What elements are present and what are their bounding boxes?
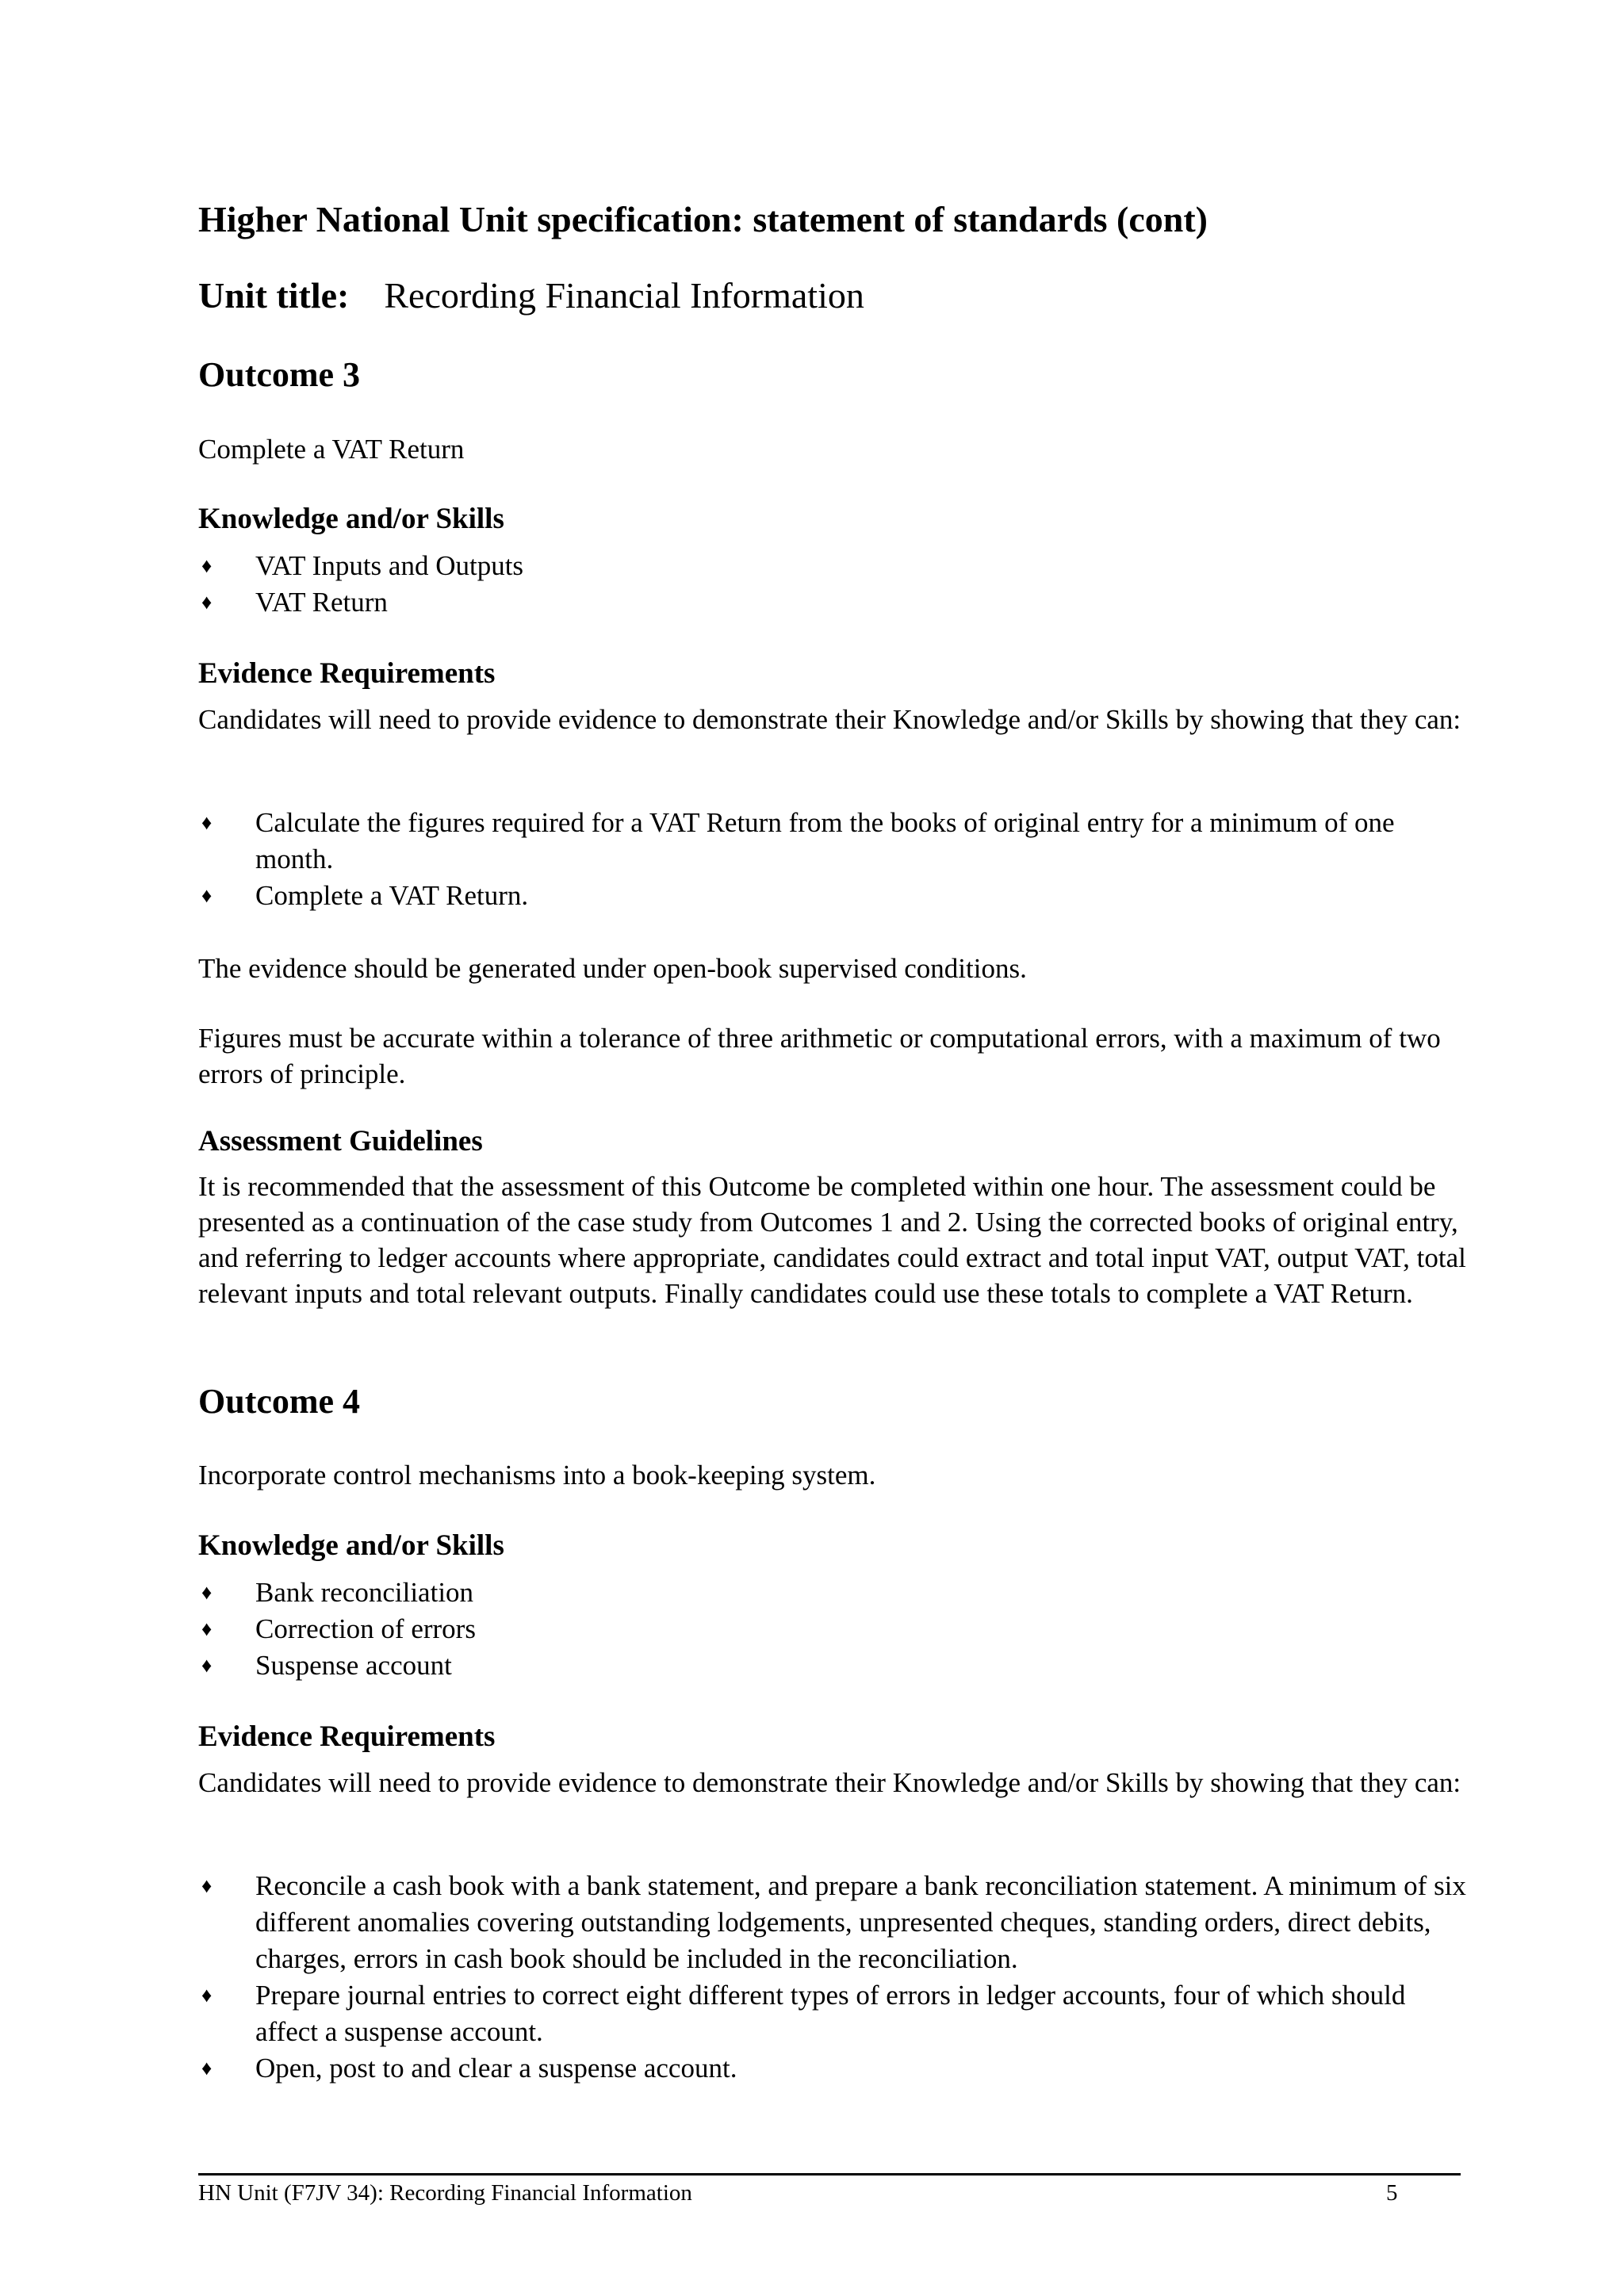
footer-unit-reference: HN Unit (F7JV 34): Recording Financial Information [198,2180,692,2206]
outcome-4-evidence-intro: Candidates will need to provide evidence to demonstrate their Knowledge and/or Skills by showing that they can: [198,1767,1461,1798]
diamond-bullet-icon: ♦ [201,2057,213,2080]
list-item: ♦ Open, post to and clear a suspense account. [198,2050,1467,2087]
outcome-3-evidence-list [198,805,1467,914]
list-item: ♦ Correction of errors [198,1611,1467,1647]
outcome-4-statement: Incorporate control mechanisms into a book-keeping system. [198,1460,876,1490]
outcome-3-statement: Complete a VAT Return [198,434,465,465]
diamond-bullet-icon: ♦ [201,1984,213,2007]
list-item: ♦ Complete a VAT Return. [198,878,1467,914]
outcome-4-knowledge-skills-list [198,1575,1467,1684]
list-item: ♦ Calculate the figures required for a VAT Return from the books of original entry for a minimum of one month. [198,805,1467,878]
outcome-3-evidence-heading: Evidence Requirements [198,657,496,690]
diamond-bullet-icon: ♦ [201,1581,213,1604]
unit-title-label: Unit title: [198,275,350,316]
outcome-4-evidence-heading: Evidence Requirements [198,1720,496,1753]
list-item: ♦ VAT Inputs and Outputs [198,548,1467,584]
outcome-3-assessment-heading: Assessment Guidelines [198,1125,483,1158]
diamond-bullet-icon: ♦ [201,884,213,907]
outcome-3-heading: Outcome 3 [198,355,361,394]
outcome-3-knowledge-skills-heading: Knowledge and/or Skills [198,503,504,535]
outcome-3-evidence-tolerance: Figures must be accurate within a tolerance of three arithmetic or computational errors, with a maximum of two errors of principle. [198,1023,1441,1089]
outcome-3-evidence-conditions: The evidence should be generated under open-book supervised conditions. [198,953,1027,984]
diamond-bullet-icon: ♦ [201,591,213,614]
diamond-bullet-icon: ♦ [201,811,213,834]
diamond-bullet-icon: ♦ [201,1654,213,1677]
outcome-3-knowledge-skills-list [198,548,1467,621]
diamond-bullet-icon: ♦ [201,1874,213,1897]
outcome-4-knowledge-skills-heading: Knowledge and/or Skills [198,1529,504,1562]
unit-title [198,274,864,316]
outcome-3-evidence-intro: Candidates will need to provide evidence to demonstrate their Knowledge and/or Skills by showing that they can: [198,704,1461,735]
outcome-3-assessment-text: It is recommended that the assessment of this Outcome be completed within one hour. The assessment could be presented as a continuation of the case study from Outcomes 1 and 2. Using the corrected books of original entry, and referring to ledger accounts where appropriate, candidates could extract and total input VAT, output VAT, total relevant inputs and total relevant outputs. Finally candidates could use these totals to complete a VAT Return. [198,1171,1466,1309]
outcome-4-evidence-list [198,1868,1467,2087]
page-title: Higher National Unit specification: statement of standards (cont) [198,199,1208,239]
page-number: 5 [1386,2180,1398,2206]
diamond-bullet-icon: ♦ [201,554,213,577]
list-item: ♦ VAT Return [198,584,1467,621]
outcome-4-heading: Outcome 4 [198,1382,361,1421]
list-item: ♦ Reconcile a cash book with a bank statement, and prepare a bank reconciliation statement. A minimum of six different anomalies covering outstanding lodgements, unpresented cheques, standing orders, direct debits, charges, errors in cash book should be included in the reconciliation. [198,1868,1467,1977]
diamond-bullet-icon: ♦ [201,1617,213,1640]
footer-divider [198,2173,1461,2175]
unit-title-value: Recording Financial Information [384,275,864,316]
list-item: ♦ Suspense account [198,1647,1467,1684]
list-item: ♦ Prepare journal entries to correct eight different types of errors in ledger accounts, four of which should affect a suspense account. [198,1977,1467,2050]
list-item: ♦ Bank reconciliation [198,1575,1467,1611]
